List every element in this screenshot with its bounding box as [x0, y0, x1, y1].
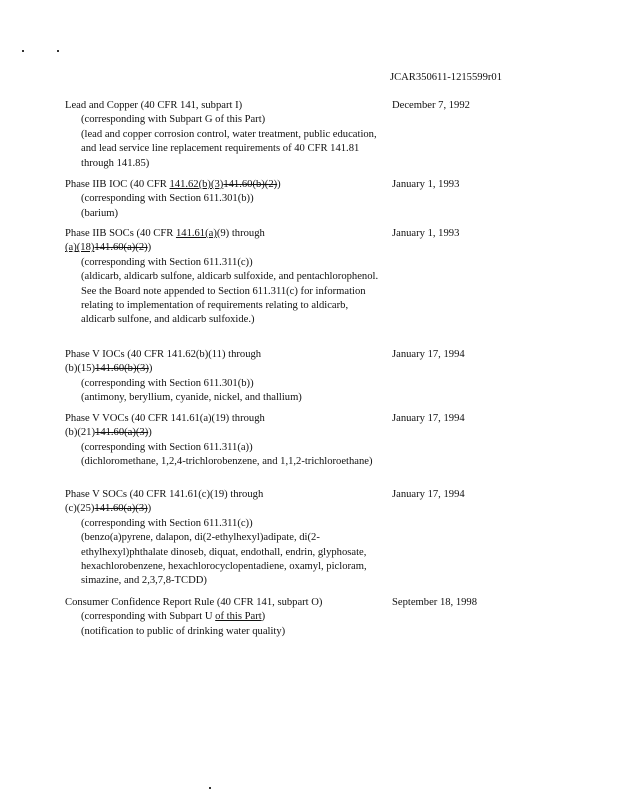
effective-date: January 17, 1994 [392, 349, 465, 360]
rule-entry-phase-v-socs [65, 488, 565, 589]
rule-description: (aldicarb, aldicarb sulfone, aldicarb sulfoxide, and pentachlorophenol. See the Board note appended to Section 611.311(c) for information relating to implementation of requirements relating to aldicarb, aldicarb sulfone, and aldicarb sulfoxide.) [81, 271, 379, 326]
scan-speck [57, 50, 59, 52]
deleted-text: 141.60(a)(2) [94, 242, 148, 254]
rule-entry-phase-iib-ioc [65, 178, 565, 221]
rule-title: Phase IIB SOCs (40 CFR 141.61(a)(9) through [65, 228, 265, 239]
inserted-text: 141.61(a) [175, 228, 217, 239]
rule-description: (notification to public of drinking water quality) [81, 625, 286, 637]
rule-title: Phase V IOCs (40 CFR 141.62(b)(11) through [65, 349, 262, 360]
inserted-text: 141.62(b)(3) [169, 179, 224, 190]
rule-entry-phase-v-iocs [65, 348, 565, 406]
deleted-text: 141.60(a)(3) [94, 503, 148, 515]
effective-date: January 1, 1993 [392, 228, 460, 239]
rule-title-cont: (b)(15)141.60(b)(3)) [65, 363, 153, 375]
rule-entry-phase-iib-socs [65, 227, 565, 328]
inserted-text: of this Part [215, 611, 262, 623]
corresponding-section: (corresponding with Section 611.311(c)) [81, 517, 253, 529]
deleted-text: 141.60(b)(3) [95, 363, 149, 375]
rule-entry-phase-v-vocs [65, 412, 565, 470]
corresponding-section: (corresponding with Section 611.311(a)) [81, 441, 253, 453]
rule-title: Phase IIB IOC (40 CFR 141.62(b)(3)141.60(b)(2)) [65, 179, 281, 190]
corresponding-section: (corresponding with Section 611.301(b)) [81, 193, 254, 205]
effective-date: December 7, 1992 [392, 100, 470, 111]
rule-description: (dichloromethane, 1,2,4-trichlorobenzene, and 1,1,2-trichloroethane) [81, 456, 373, 468]
rule-title: Phase V SOCs (40 CFR 141.61(c)(19) through [65, 489, 264, 500]
effective-date: January 17, 1994 [392, 413, 465, 424]
rule-title: Lead and Copper (40 CFR 141, subpart I) [65, 100, 243, 111]
rule-description: (barium) [81, 207, 119, 219]
rule-description: (benzo(a)pyrene, dalapon, di(2-ethylhexyl)adipate, di(2-ethylhexyl)phthalate dinoseb, diquat, endothall, endrin, glyphosate, hexachlorobenzene, hexachlorocyclopentadiene, oxamyl, picloram, simazine, and 2,3,7,8-TCDD) [81, 532, 367, 587]
rule-entry-consumer-confidence [65, 596, 565, 639]
scan-speck [209, 787, 211, 789]
corresponding-section: (corresponding with Subpart G of this Part) [81, 114, 266, 126]
rule-title: Phase V VOCs (40 CFR 141.61(a)(19) through [65, 413, 265, 424]
deleted-text: 141.60(a)(3) [95, 427, 149, 439]
inserted-text: (a)(18) [65, 242, 95, 254]
rule-entry-lead-copper [65, 99, 565, 171]
corresponding-section: (corresponding with Section 611.311(c)) [81, 256, 253, 268]
rule-title: Consumer Confidence Report Rule (40 CFR 141, subpart O) [65, 597, 323, 608]
effective-date: January 1, 1993 [392, 179, 460, 190]
deleted-text: 141.60(b)(2) [223, 179, 278, 190]
rule-title-cont: (c)(25)141.60(a)(3)) [65, 503, 152, 515]
rule-description: (lead and copper corrosion control, water treatment, public education, and lead service line replacement requirements of 40 CFR 141.81 through 141.85) [81, 128, 377, 169]
scan-speck [22, 50, 24, 52]
rule-title-cont: (a)(18)141.60(a)(2)) [65, 242, 152, 254]
effective-date: September 18, 1998 [392, 597, 478, 608]
rule-description: (antimony, beryllium, cyanide, nickel, and thallium) [81, 392, 302, 404]
effective-date: January 17, 1994 [392, 489, 465, 500]
corresponding-section: (corresponding with Section 611.301(b)) [81, 377, 254, 389]
corresponding-section: (corresponding with Subpart U of this Part) [81, 611, 266, 623]
document-id: JCAR350611-1215599r01 [389, 72, 502, 83]
rule-title-cont: (b)(21)141.60(a)(3)) [65, 427, 152, 439]
